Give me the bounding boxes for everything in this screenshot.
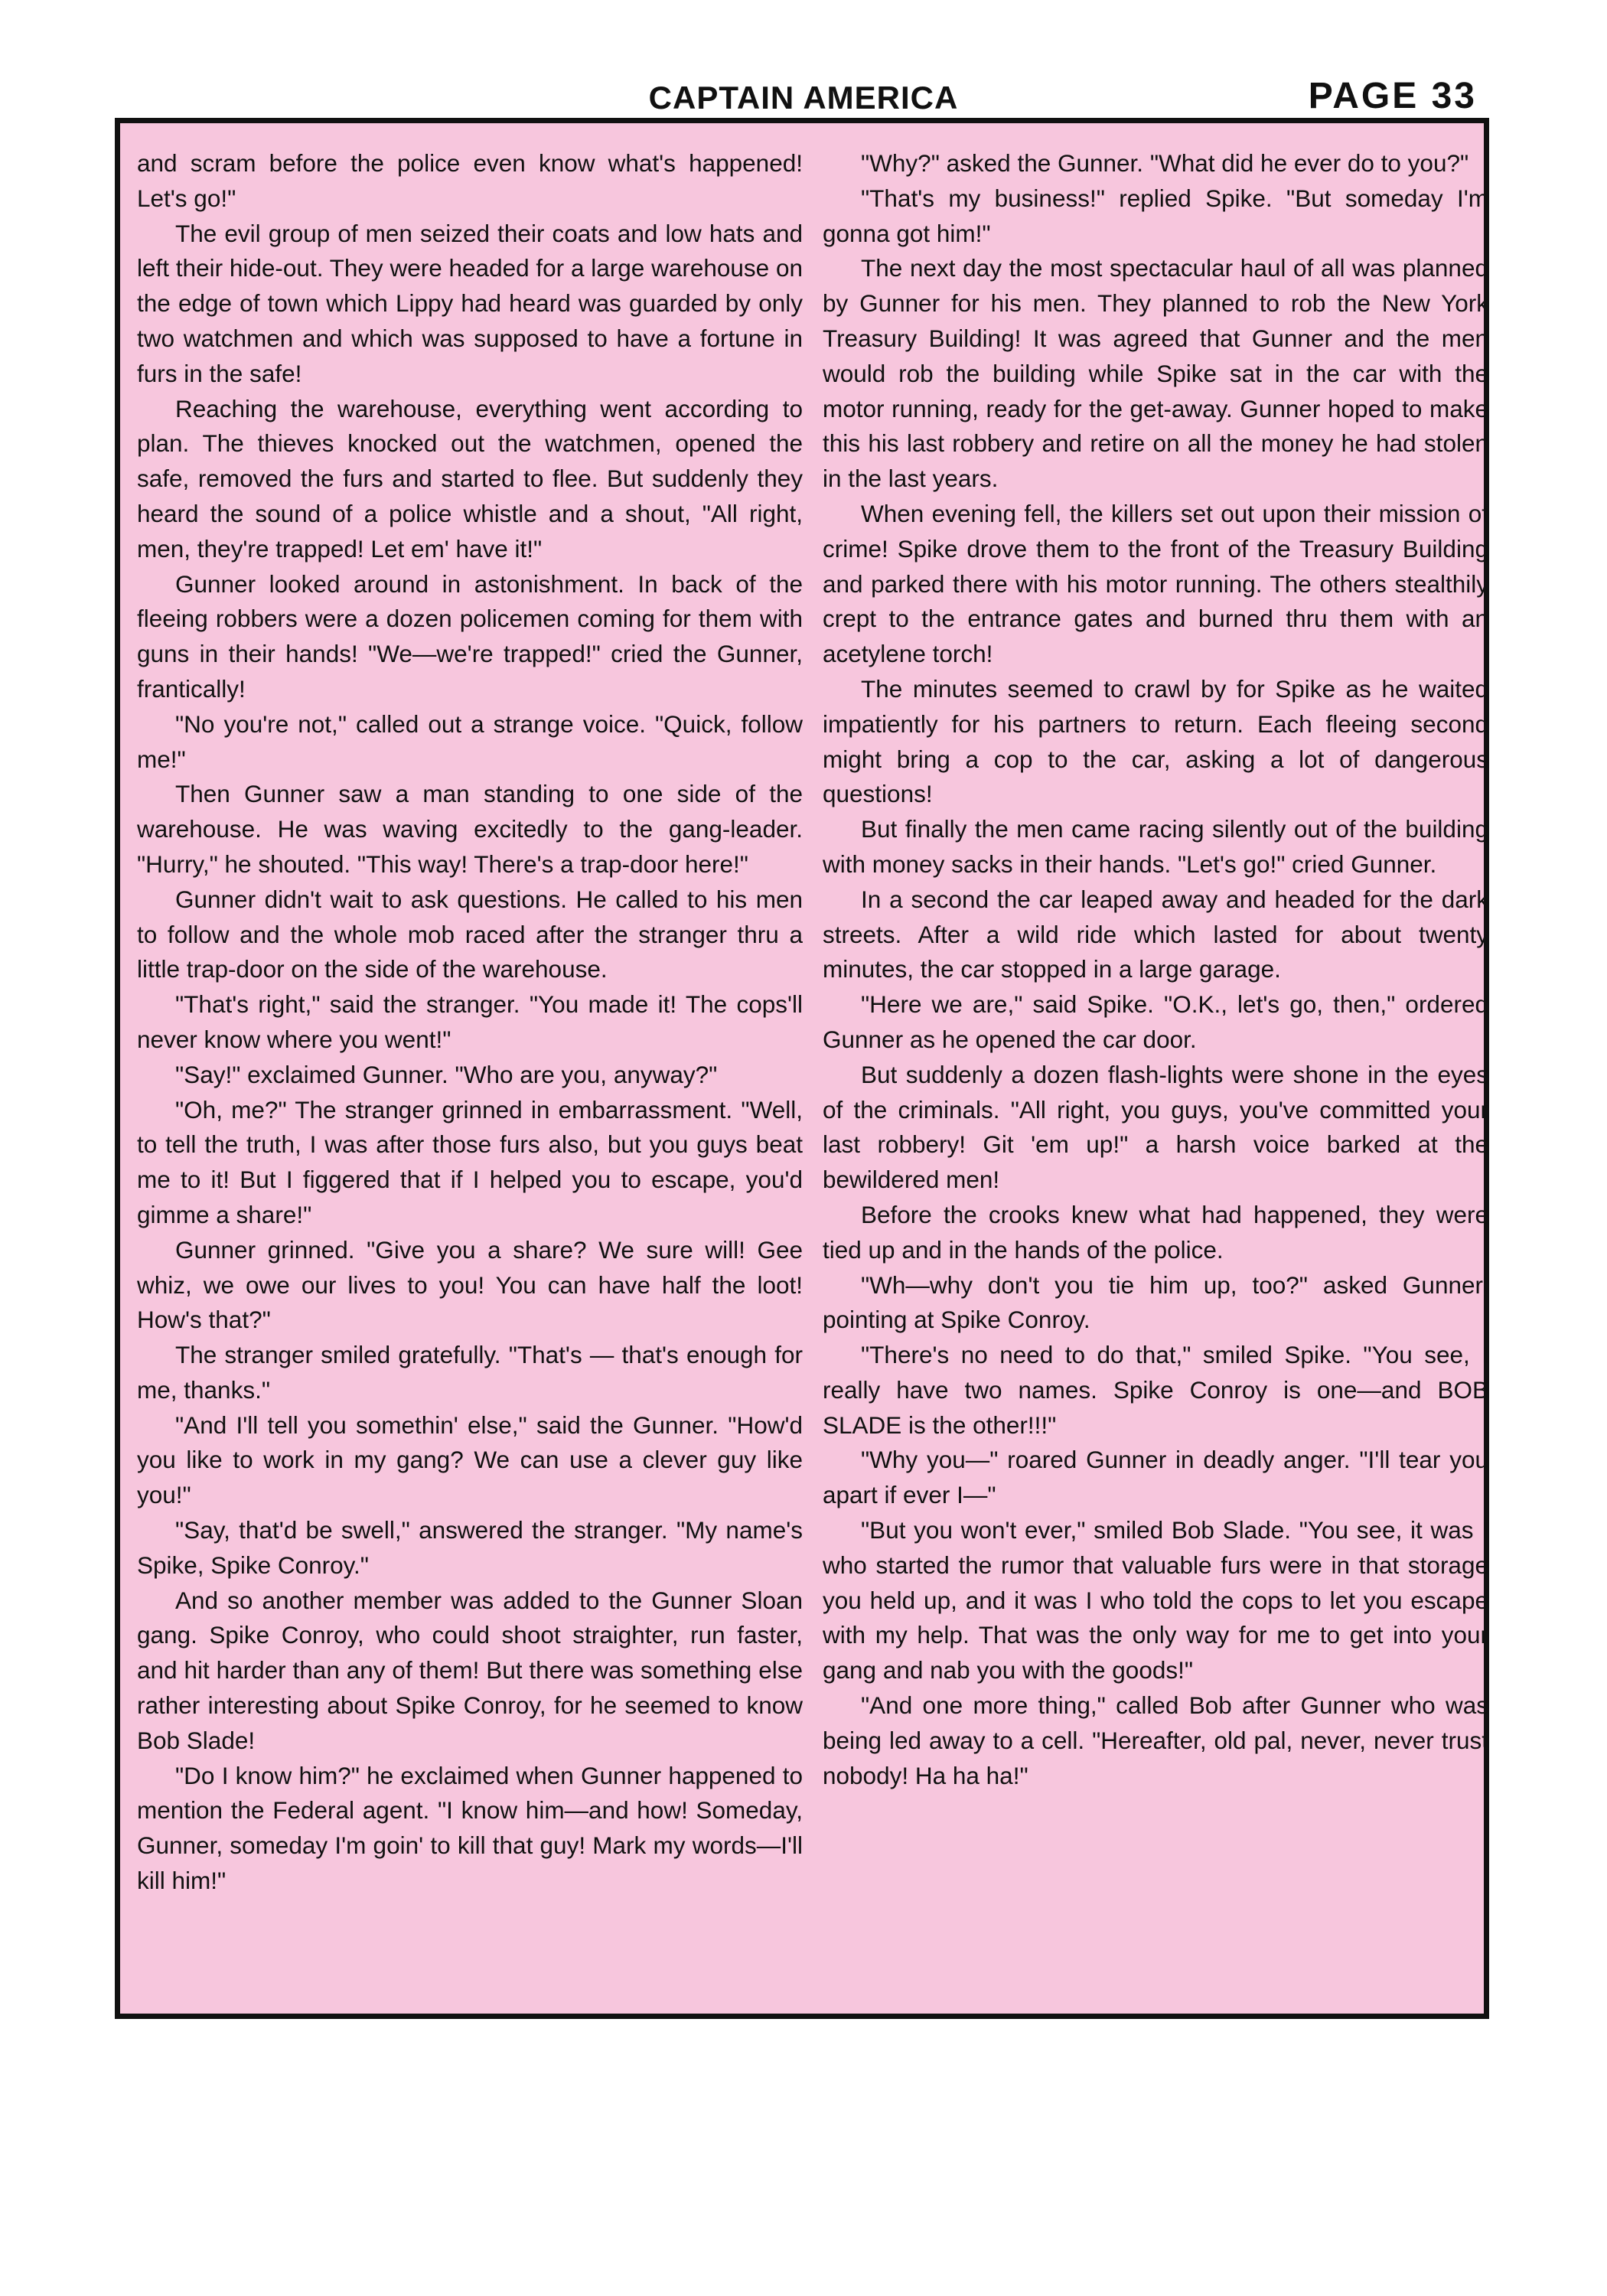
paragraph: Gunner looked around in astonishment. In back of the fleeing robbers were a dozen policemen coming for them with guns in their hands! "We—we're trapped!" cried the Gunner, frantically!	[137, 569, 803, 703]
paragraph: "Here we are," said Spike. "O.K., let's go, then," ordered Gunner as he opened the car door.	[823, 990, 1488, 1053]
paragraph: Before the crooks knew what had happened, they were tied up and in the hands of the police.	[823, 1200, 1488, 1264]
page-header	[115, 75, 1492, 122]
paragraph: Gunner grinned. "Give you a share? We sure will! Gee whiz, we owe our lives to you! You can have half the loot! How's that?"	[137, 1235, 803, 1334]
paragraph: And so another member was added to the Gunner Sloan gang. Spike Conroy, who could shoot straighter, run faster, and hit harder than any of them! But there was something else rather interesting about Spike Conroy, for he seemed to know Bob Slade!	[137, 1586, 803, 1754]
page-number: PAGE 33	[1308, 76, 1477, 116]
paragraph: and scram before the police even know what's happened! Let's go!"	[137, 149, 803, 212]
paragraph: But finally the men came racing silently out of the building with money sacks in their hands. "Let's go!" cried Gunner.	[823, 815, 1488, 878]
paragraph: "Why you—" roared Gunner in deadly anger. "I'll tear you apart if ever I—"	[823, 1446, 1488, 1509]
paragraph: "But you won't ever," smiled Bob Slade. "You see, it was I who started the rumor that valuable furs were in that storage you held up, and it was I who told the cops to let you escape with my help. That was the only way for me to get into your gang and nab you with the goods!"	[823, 1516, 1488, 1684]
paragraph: "That's right," said the stranger. "You made it! The cops'll never know where you went!"	[137, 990, 803, 1053]
paragraph: "And I'll tell you somethin' else," said the Gunner. "How'd you like to work in my gang? We can use a clever guy like you!"	[137, 1411, 803, 1509]
paragraph: Gunner didn't wait to ask questions. He called to his men to follow and the whole mob raced after the stranger thru a little trap-door on the side of the warehouse.	[137, 885, 803, 983]
paragraph: The minutes seemed to crawl by for Spike as he waited impatiently for his partners to return. Each fleeing second might bring a cop to the car, asking a lot of dangerous questions!	[823, 674, 1488, 808]
paragraph: "Wh—why don't you tie him up, too?" asked Gunner, pointing at Spike Conroy.	[823, 1270, 1488, 1334]
paragraph: "That's my business!" replied Spike. "But someday I'm gonna got him!"	[823, 184, 1488, 247]
paragraph: In a second the car leaped away and headed for the dark streets. After a wild ride which lasted for about twenty minutes, the car stopped in a large garage.	[823, 885, 1488, 983]
paragraph: "Say!" exclaimed Gunner. "Who are you, anyway?"	[175, 1060, 718, 1088]
paragraph: Then Gunner saw a man standing to one side of the warehouse. He was waving excitedly to the gang-leader. "Hurry," he shouted. "This way! There's a trap-door here!"	[137, 780, 803, 878]
left-text-column	[137, 146, 803, 1998]
paragraph: The next day the most spectacular haul of all was planned by Gunner for his men. They planned to rob the New York Treasury Building! It was agreed that Gunner and the men would rob the building while Spike sat in the car with the motor running, ready for the get-away. Gunner hoped to make this his last robbery and retire on all the money he had stolen in the last years.	[823, 254, 1488, 493]
paragraph: "No you're not," called out a strange voice. "Quick, follow me!"	[137, 709, 803, 773]
paragraph: "Oh, me?" The stranger grinned in embarrassment. "Well, to tell the truth, I was after those furs also, but you guys beat me to it! But I figgered that if I helped you to escape, you'd gimme a share!"	[137, 1095, 803, 1228]
paragraph: "There's no need to do that," smiled Spike. "You see, I really have two names. Spike Conroy is one—and BOB SLADE is the other!!!"	[823, 1341, 1488, 1439]
paragraph: But suddenly a dozen flash-lights were shone in the eyes of the criminals. "All right, you guys, you've committed your last robbery! Git 'em up!" a harsh voice barked at the bewildered men!	[823, 1060, 1488, 1194]
paragraph: Reaching the warehouse, everything went according to plan. The thieves knocked out the watchmen, opened the safe, removed the furs and started to flee. But suddenly they heard the sound of a police whistle and a shout, "All right, men, they're trapped! Let em' have it!"	[137, 394, 803, 563]
paragraph: "Say, that'd be swell," answered the stranger. "My name's Spike, Spike Conroy."	[137, 1516, 803, 1579]
paragraph: The evil group of men seized their coats and low hats and left their hide-out. They were headed for a large warehouse on the edge of town which Lippy had heard was guarded by only two watchmen and which was supposed to have a fortune in furs in the safe!	[137, 219, 803, 387]
series-title: CAPTAIN AMERICA	[648, 80, 959, 116]
paragraph: The stranger smiled gratefully. "That's — that's enough for me, thanks."	[137, 1341, 803, 1404]
paragraph: "Do I know him?" he exclaimed when Gunner happened to mention the Federal agent. "I know him—and how! Someday, Gunner, someday I'm goin' to kill that guy! Mark my words—I'll kill him!"	[137, 1761, 803, 1895]
paragraph: "Why?" asked the Gunner. "What did he ever do to you?"	[861, 149, 1469, 177]
paragraph: When evening fell, the killers set out upon their mission of crime! Spike drove them to the front of the Treasury Building and parked there with his motor running. The others stealthily crept to the entrance gates and burned thru them with an acetylene torch!	[823, 499, 1488, 668]
paragraph: "And one more thing," called Bob after Gunner who was being led away to a cell. "Hereafter, old pal, never, never trust nobody! Ha ha ha!"	[823, 1691, 1488, 1789]
story-text-panel	[115, 118, 1489, 2019]
right-text-column	[823, 146, 1488, 1998]
